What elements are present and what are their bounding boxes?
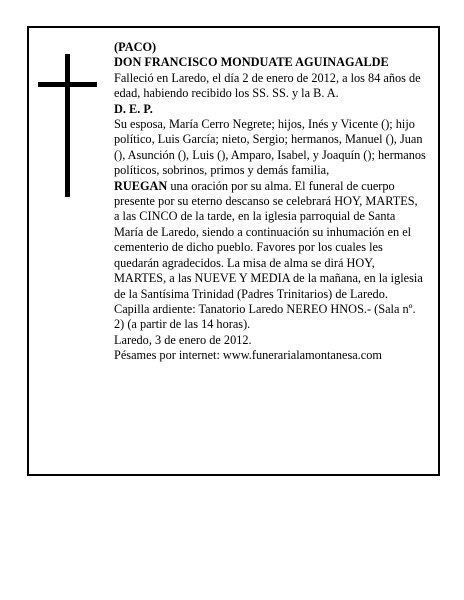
request-text: una oración por su alma. El funeral de cuerpo presente por su eterno descanso se celebrará HOY, MARTES, a las CINCO de la tarde, en la iglesia parroquial de Santa María de Laredo, siendo a continuación su inhumación en el cementerio de dicho pueblo. Favores por los cuales les quedarán agradecidos. La misa de alma se dirá HOY, MARTES, a las NUEVE Y MEDIA de la mañana, en la iglesia de la Santísima Trinidad (Padres Trinitarios) de Laredo.	[114, 178, 423, 301]
request-word: RUEGAN	[114, 178, 168, 193]
rip-abbreviation: D. E. P.	[114, 101, 153, 116]
date-line: Laredo, 3 de enero de 2012.	[114, 332, 252, 347]
condolences-line: Pésames por internet: www.funerarialamontanesa.com	[114, 348, 382, 363]
chapel-info: Capilla ardiente: Tanatorio Laredo NEREO HNOS.- (Sala nº. 2) (a partir de las 14 horas).	[114, 301, 416, 332]
obituary-text	[114, 40, 426, 364]
cross-icon	[65, 54, 70, 197]
funeral-request	[114, 179, 426, 302]
deceased-nickname: (PACO)	[114, 40, 157, 54]
cross-icon-crossbar	[38, 82, 97, 87]
death-statement: Falleció en Laredo, el día 2 de enero de 2012, a los 84 años de edad, habiendo recibido los SS. SS. y la B. A.	[114, 70, 421, 101]
deceased-name: DON FRANCISCO MONDUATE AGUINAGALDE	[114, 55, 389, 70]
family-list: Su esposa, María Cerro Negrete; hijos, Inés y Vicente (); hijo político, Luis García; nieto, Sergio; hermanos, Manuel (), Juan (), Asunción (), Luis (), Amparo, Isabel, y Joaquín (); hermanos políticos, sobrinos, primos y demás familia,	[114, 117, 426, 178]
